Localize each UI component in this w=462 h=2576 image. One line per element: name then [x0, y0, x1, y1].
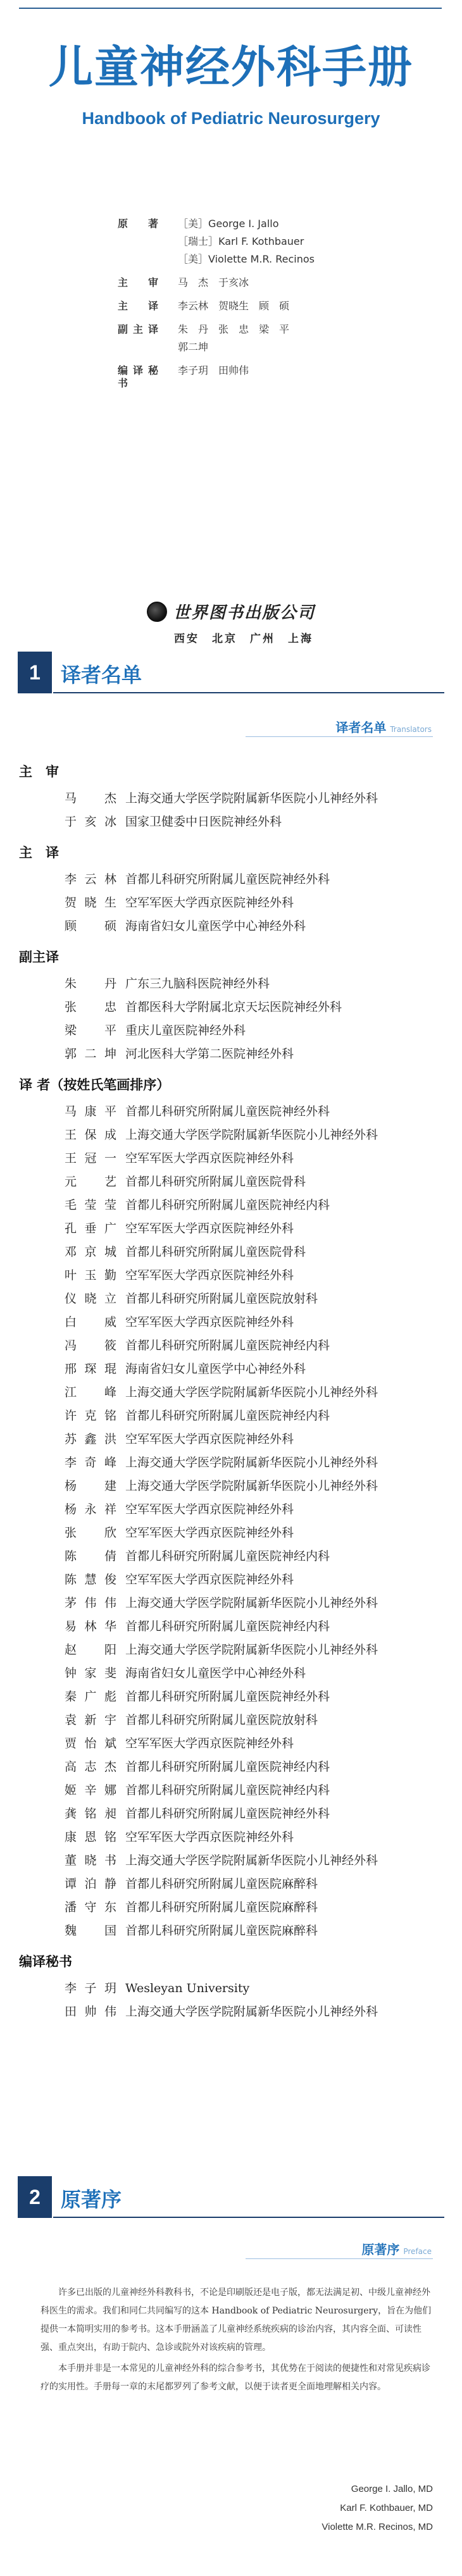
- list-item: [19, 868, 449, 891]
- member-name: 冯 筱: [65, 1339, 116, 1353]
- credit-role: 副主译: [118, 323, 164, 335]
- book-title-cn: 儿童神经外科手册: [49, 41, 413, 93]
- member-affiliation: 首都儿科研究所附属儿童医院神经内科: [125, 1339, 330, 1353]
- member-name: 张 忠: [65, 1000, 116, 1014]
- list-item: [19, 1334, 449, 1358]
- book-title-en: Handbook of Pediatric Neurosurgery: [82, 109, 380, 128]
- member-name: 王冠一: [65, 1151, 116, 1165]
- member-name: 易林华: [65, 1619, 116, 1633]
- member-name: 顾 硕: [65, 919, 116, 933]
- member-name: 苏鑫洪: [65, 1432, 116, 1446]
- list-item: [19, 1638, 449, 1662]
- member-affiliation: 海南省妇女儿童医学中心神经外科: [125, 1666, 306, 1680]
- list-item: [19, 1732, 449, 1756]
- list-item: [19, 1685, 449, 1709]
- member-affiliation: 空军军医大学西京医院神经外科: [125, 1315, 294, 1329]
- credit-role: 主 审: [118, 276, 164, 288]
- list-item: [19, 810, 449, 834]
- group-heading: 译 者（按姓氏笔画排序）: [19, 1077, 170, 1093]
- member-affiliation: 空军军医大学西京医院神经外科: [125, 1737, 294, 1750]
- list-item: [19, 1217, 449, 1241]
- member-affiliation: 国家卫健委中日医院神经外科: [125, 815, 282, 829]
- member-name: 贾怡斌: [65, 1737, 116, 1750]
- member-affiliation: 首都儿科研究所附属儿童医院神经内科: [125, 1409, 330, 1423]
- member-name: 李子玥: [65, 1981, 116, 1995]
- credit-row: [118, 276, 447, 294]
- member-affiliation: 空军军医大学西京医院神经外科: [125, 1526, 294, 1540]
- member-affiliation: 首都儿科研究所附属儿童医院骨科: [125, 1175, 306, 1189]
- member-affiliation: 首都儿科研究所附属儿童医院骨科: [125, 1245, 306, 1259]
- member-affiliation: 广东三九脑科医院神经外科: [125, 977, 270, 991]
- member-affiliation: 首都儿科研究所附属儿童医院神经内科: [125, 1619, 330, 1633]
- publisher-name: 世界图书出版公司: [173, 604, 315, 622]
- list-item: [19, 1802, 449, 1826]
- member-affiliation: 海南省妇女儿童医学中心神经外科: [125, 1362, 306, 1376]
- translator-groups: [19, 753, 449, 2024]
- list-item: [19, 1100, 449, 1124]
- list-item: [19, 1241, 449, 1264]
- list-item: [19, 1287, 449, 1311]
- list-item: [19, 1475, 449, 1498]
- member-name: 李奇峰: [65, 1456, 116, 1470]
- member-affiliation: 空军军医大学西京医院神经外科: [125, 1830, 294, 1844]
- section-title: 原著序: [61, 2188, 122, 2212]
- list-item: [19, 1521, 449, 1545]
- preface-paragraph: 本手册并非是一本常见的儿童神经外科的综合参考书，其优势在于阅读的便捷性和对常见疾病诊疗的实用性。手册每一章的末尾都罗列了参考文献，以便于读者更全面地理解相关内容。: [41, 2363, 430, 2392]
- member-affiliation: 上海交通大学医学院附属新华医院小儿神经外科: [125, 1128, 378, 1142]
- credit-role: 原 著: [118, 218, 164, 230]
- list-item: [19, 972, 449, 996]
- section-rule: [53, 2217, 444, 2218]
- list-item: [19, 1194, 449, 1217]
- member-name: 梁 平: [65, 1024, 116, 1037]
- list-item: [19, 996, 449, 1019]
- credit-role: 主 译: [118, 300, 164, 312]
- preface-paragraph: 许多已出版的儿童神经外科教科书，不论是印刷版还是电子版，都无法满足初、中级儿童神经外科医生的需求。我们和同仁共同编写的这本 Handbook of Pediatric Neurosurgery，旨在为他们提供一本简明实用的参考书。这本手册涵盖了儿童神经系统疾病的诊治内容，其内容全面、可读性强、重点突出，有助于院内、急诊或院外对该疾病的管理。: [41, 2288, 432, 2353]
- credit-value: 郭二坤: [178, 341, 209, 353]
- member-affiliation: Wesleyan University: [125, 1981, 250, 1995]
- section-number: 1: [18, 652, 52, 693]
- member-affiliation: 重庆儿童医院神经外科: [125, 1024, 246, 1037]
- list-item: [19, 1147, 449, 1170]
- member-name: 秦广彪: [65, 1690, 116, 1704]
- subheading-rule: [246, 2258, 433, 2259]
- member-name: 叶玉勤: [65, 1268, 116, 1282]
- member-name: 江 峰: [65, 1385, 116, 1399]
- list-item: [19, 1896, 449, 1919]
- member-name: 田帅伟: [65, 2005, 116, 2019]
- member-name: 龚铭昶: [65, 1807, 116, 1821]
- credits-block: [118, 218, 447, 395]
- list-item: [19, 1662, 449, 1685]
- signature-line: Karl F. Kothbauer, MD: [340, 2503, 433, 2513]
- member-name: 赵 阳: [65, 1643, 116, 1657]
- member-name: 马 杰: [65, 791, 116, 805]
- list-item: [19, 1826, 449, 1849]
- member-affiliation: 首都儿科研究所附属儿童医院麻醉科: [125, 1877, 318, 1891]
- member-affiliation: 首都儿科研究所附属儿童医院神经内科: [125, 1198, 330, 1212]
- member-affiliation: 上海交通大学医学院附属新华医院小儿神经外科: [125, 1456, 378, 1470]
- list-item: [19, 1311, 449, 1334]
- member-affiliation: 首都儿科研究所附属儿童医院神经外科: [125, 872, 330, 886]
- signature-line: Violette M.R. Recinos, MD: [322, 2522, 433, 2532]
- credit-role: 编译秘书: [118, 364, 164, 389]
- member-name: 钟家斐: [65, 1666, 116, 1680]
- section-rule: [53, 692, 444, 693]
- list-item: [19, 1709, 449, 1732]
- member-name: 邢琛琨: [65, 1362, 116, 1376]
- list-item: [19, 1381, 449, 1404]
- preface-subheading: 原著序 Preface: [361, 2242, 432, 2257]
- group-heading: 主 审: [19, 764, 59, 779]
- list-item: [19, 1019, 449, 1043]
- member-affiliation: 首都儿科研究所附属儿童医院放射科: [125, 1713, 318, 1727]
- group-heading: 编译秘书: [19, 1954, 72, 1969]
- list-item: [19, 1451, 449, 1475]
- member-affiliation: 首都儿科研究所附属儿童医院神经内科: [125, 1549, 330, 1563]
- credit-value: 朱 丹 张 忠 梁 平: [178, 323, 290, 335]
- list-item: [19, 1873, 449, 1896]
- list-item: [19, 1592, 449, 1615]
- list-item: [19, 1428, 449, 1451]
- member-name: 仪晓立: [65, 1292, 116, 1306]
- list-item: [19, 1358, 449, 1381]
- credit-row: [118, 323, 447, 359]
- member-affiliation: 首都儿科研究所附属儿童医院麻醉科: [125, 1900, 318, 1914]
- list-item: [19, 1779, 449, 1802]
- top-rule: [19, 8, 442, 9]
- credit-value: ［美］George I. Jallo: [178, 218, 279, 230]
- publisher-block: [0, 600, 462, 645]
- member-name: 许克铭: [65, 1409, 116, 1423]
- publisher-cities: 西安 北京 广州 上海: [174, 632, 313, 645]
- member-name: 朱 丹: [65, 977, 116, 991]
- list-item: [19, 1756, 449, 1779]
- member-affiliation: 上海交通大学医学院附属新华医院小儿神经外科: [125, 1596, 378, 1610]
- member-affiliation: 首都儿科研究所附属儿童医院神经外科: [125, 1807, 330, 1821]
- list-item: [19, 915, 449, 938]
- globe-icon: [147, 602, 167, 622]
- preface-signatures: [322, 2480, 433, 2537]
- member-name: 毛莹莹: [65, 1198, 116, 1212]
- member-name: 于亥冰: [65, 815, 116, 829]
- section-title: 译者名单: [61, 663, 142, 687]
- list-item: [19, 891, 449, 915]
- translators-subheading: 译者名单 Translators: [335, 720, 432, 735]
- member-affiliation: 首都儿科研究所附属儿童医院麻醉科: [125, 1924, 318, 1938]
- member-affiliation: 空军军医大学西京医院神经外科: [125, 1151, 294, 1165]
- member-affiliation: 首都儿科研究所附属儿童医院神经内科: [125, 1783, 330, 1797]
- member-name: 董晓书: [65, 1854, 116, 1867]
- list-item: [19, 1264, 449, 1287]
- list-item: [19, 1568, 449, 1592]
- member-name: 杨永祥: [65, 1502, 116, 1516]
- member-affiliation: 首都儿科研究所附属儿童医院神经内科: [125, 1760, 330, 1774]
- member-name: 贺晓生: [65, 896, 116, 910]
- member-affiliation: 河北医科大学第二医院神经外科: [125, 1047, 294, 1061]
- member-affiliation: 上海交通大学医学院附属新华医院小儿神经外科: [125, 1854, 378, 1867]
- member-affiliation: 首都儿科研究所附属儿童医院神经外科: [125, 1105, 330, 1118]
- member-name: 谭泊静: [65, 1877, 116, 1891]
- member-name: 李云林: [65, 872, 116, 886]
- member-affiliation: 上海交通大学医学院附属新华医院小儿神经外科: [125, 1643, 378, 1657]
- member-name: 茅伟伟: [65, 1596, 116, 1610]
- list-item: [19, 1404, 449, 1428]
- section-translators-header: [18, 652, 444, 693]
- member-name: 康恩铭: [65, 1830, 116, 1844]
- list-item: [19, 2000, 449, 2024]
- member-affiliation: 上海交通大学医学院附属新华医院小儿神经外科: [125, 791, 378, 805]
- member-affiliation: 首都医科大学附属北京天坛医院神经外科: [125, 1000, 342, 1014]
- member-name: 魏 国: [65, 1924, 116, 1938]
- member-name: 白 威: [65, 1315, 116, 1329]
- credit-value: ［美］Violette M.R. Recinos: [178, 253, 315, 265]
- list-item: [19, 1043, 449, 1066]
- member-name: 潘守东: [65, 1900, 116, 1914]
- publisher-logo: [147, 600, 315, 623]
- member-affiliation: 空军军医大学西京医院神经外科: [125, 1268, 294, 1282]
- list-item: [19, 1545, 449, 1568]
- credit-value: 李子玥 田帅伟: [178, 364, 249, 376]
- member-name: 陈慧俊: [65, 1573, 116, 1587]
- member-affiliation: 空军军医大学西京医院神经外科: [125, 896, 294, 910]
- member-affiliation: 空军军医大学西京医院神经外科: [125, 1222, 294, 1235]
- list-item: [19, 787, 449, 810]
- member-name: 郭二坤: [65, 1047, 116, 1061]
- member-affiliation: 海南省妇女儿童医学中心神经外科: [125, 919, 306, 933]
- section-number: 2: [18, 2176, 52, 2218]
- member-affiliation: 空军军医大学西京医院神经外科: [125, 1432, 294, 1446]
- credit-row: [118, 300, 447, 318]
- member-name: 高志杰: [65, 1760, 116, 1774]
- list-item: [19, 1124, 449, 1147]
- member-name: 陈 倩: [65, 1549, 116, 1563]
- list-item: [19, 1849, 449, 1873]
- credit-row: [118, 218, 447, 271]
- list-item: [19, 1615, 449, 1638]
- subheading-rule: [246, 736, 433, 737]
- member-name: 王保成: [65, 1128, 116, 1142]
- preface-body: [41, 2284, 433, 2399]
- member-name: 马康平: [65, 1105, 116, 1118]
- member-name: 袁新宇: [65, 1713, 116, 1727]
- member-name: 张 欣: [65, 1526, 116, 1540]
- member-name: 孔垂广: [65, 1222, 116, 1235]
- member-name: 邓京城: [65, 1245, 116, 1259]
- group-heading: 副主译: [19, 950, 59, 965]
- member-affiliation: 上海交通大学医学院附属新华医院小儿神经外科: [125, 2005, 378, 2019]
- signature-line: George I. Jallo, MD: [351, 2484, 433, 2494]
- member-affiliation: 上海交通大学医学院附属新华医院小儿神经外科: [125, 1479, 378, 1493]
- member-affiliation: 空军军医大学西京医院神经外科: [125, 1573, 294, 1587]
- credit-row: [118, 364, 447, 390]
- list-item: [19, 1977, 449, 2000]
- credit-value: 马 杰 于亥冰: [178, 276, 249, 288]
- list-item: [19, 1498, 449, 1521]
- member-affiliation: 首都儿科研究所附属儿童医院放射科: [125, 1292, 318, 1306]
- member-affiliation: 空军军医大学西京医院神经外科: [125, 1502, 294, 1516]
- member-name: 元 艺: [65, 1175, 116, 1189]
- member-name: 杨 建: [65, 1479, 116, 1493]
- list-item: [19, 1170, 449, 1194]
- list-item: [19, 1919, 449, 1943]
- group-heading: 主 译: [19, 845, 59, 860]
- section-preface-header: [18, 2176, 444, 2218]
- member-affiliation: 首都儿科研究所附属儿童医院神经外科: [125, 1690, 330, 1704]
- credit-value: ［瑞士］Karl F. Kothbauer: [178, 235, 304, 247]
- member-affiliation: 上海交通大学医学院附属新华医院小儿神经外科: [125, 1385, 378, 1399]
- credit-value: 李云林 贺晓生 顾 硕: [178, 300, 290, 312]
- member-name: 姬辛娜: [65, 1783, 116, 1797]
